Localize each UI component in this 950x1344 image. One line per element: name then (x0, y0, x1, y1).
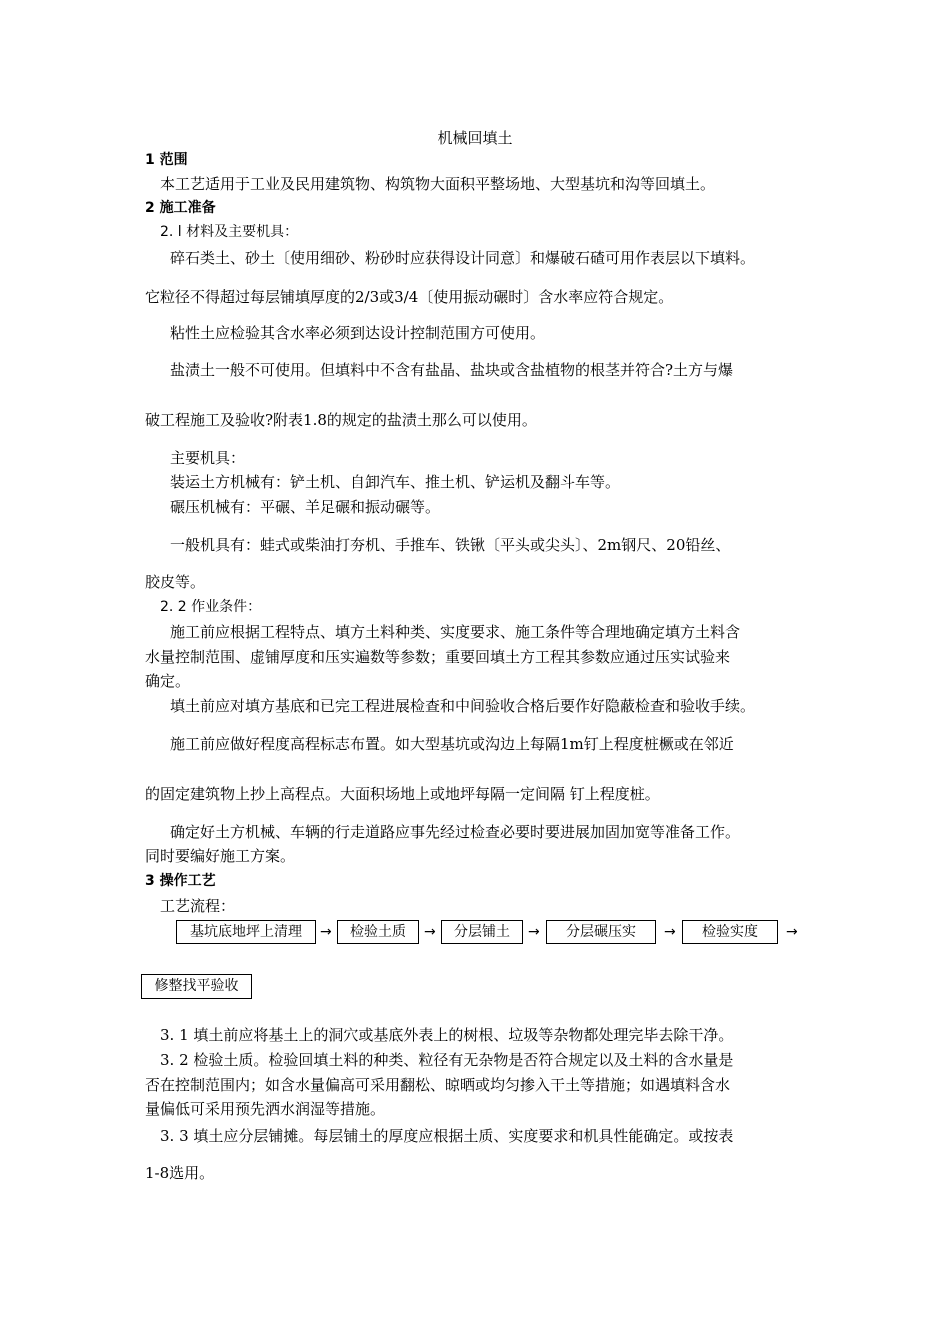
paragraph-line: 它粒径不得超过每层铺填厚度的2/3或3/4〔使用振动碾时〕含水率应符合规定。 (145, 288, 674, 306)
paragraph-line: 施工前应做好程度高程标志布置。如大型基坑或沟边上每隔1m钉上程度桩橛或在邻近 (170, 735, 734, 753)
paragraph-line: 粘性土应检验其含水率必须到达设计控制范围方可使用。 (170, 324, 546, 342)
doc-title: 机械回填土 (437, 129, 513, 147)
tools-line: 胶皮等。 (145, 573, 206, 591)
section-1-paragraph: 本工艺适用于工业及民用建筑物、构筑物大面积平整场地、大型基坑和沟等回填土。 (160, 175, 716, 193)
paragraph-line: 的固定建筑物上抄上高程点。大面积场地上或地坪每隔一定间隔 钉上程度桩。 (145, 785, 660, 803)
paragraph-line: 确定好土方机械、车辆的行走道路应事先经过检查必要时要进展加固加宽等准备工作。 (170, 823, 741, 841)
flow-step-5: 检验实度 (682, 920, 778, 944)
paragraph-line: 盐渍土一般不可使用。但填料中不含有盐晶、盐块或含盐植物的根茎并符合?土方与爆 (170, 361, 734, 379)
paragraph-line: 碎石类土、砂土〔使用细砂、粉砂时应获得设计同意〕和爆破石碴可用作表层以下填料。 (170, 249, 756, 267)
flow-title: 工艺流程： (160, 897, 236, 915)
section-2-heading: 2 施工准备 (145, 200, 216, 216)
tools-line: 一般机具有：蛙式或柴油打夯机、手推车、铁锹〔平头或尖头〕、2m钢尺、20铅丝、 (170, 536, 731, 554)
paragraph-line: 量偏低可采用预先洒水润湿等措施。 (145, 1100, 386, 1118)
paragraph-line: 3. 2 检验土质。检验回填土料的种类、粒径有无杂物是否符合规定以及土料的含水量是 (160, 1051, 734, 1069)
paragraph-line: 否在控制范围内；如含水量偏高可采用翻松、晾晒或均匀掺入干土等措施；如遇填料含水 (145, 1076, 731, 1094)
paragraph-line: 施工前应根据工程特点、填方土料种类、实度要求、施工条件等合理地确定填方土料含 (170, 623, 741, 641)
paragraph-line: 确定。 (145, 672, 191, 690)
flow-arrow-3: → (528, 924, 540, 940)
flow-step-6: 修整找平验收 (141, 974, 252, 999)
paragraph-line: 3. 1 填土前应将基土上的洞穴或基底外表上的树根、垃圾等杂物都处理完毕去除干净。 (160, 1026, 734, 1044)
section-2-2-heading: 2. 2 作业条件： (160, 599, 262, 615)
section-3-heading: 3 操作工艺 (145, 873, 216, 889)
flow-step-2: 检验土质 (337, 920, 419, 944)
tools-title: 主要机具： (170, 449, 246, 467)
section-2-1-heading: 2. l 材料及主要机具： (160, 224, 299, 240)
tools-line: 装运土方机械有：铲土机、自卸汽车、推土机、铲运机及翻斗车等。 (170, 473, 621, 491)
flow-arrow-1: → (320, 924, 332, 940)
section-1-heading: 1 范围 (145, 152, 188, 168)
paragraph-line: 填土前应对填方基底和已完工程进展检查和中间验收合格后要作好隐蔽检查和验收手续。 (170, 697, 756, 715)
flow-arrow-2: → (424, 924, 436, 940)
paragraph-line: 3. 3 填土应分层铺摊。每层铺土的厚度应根据土质、实度要求和机具性能确定。或按表 (160, 1127, 734, 1145)
flow-step-4: 分层碾压实 (546, 920, 656, 944)
flow-arrow-4: → (664, 924, 676, 940)
flow-arrow-5: → (786, 924, 798, 940)
paragraph-line: 同时要编好施工方案。 (145, 847, 296, 865)
flow-step-1: 基坑底地坪上清理 (176, 920, 316, 944)
paragraph-line: 水量控制范围、虚铺厚度和压实遍数等参数；重要回填土方工程其参数应通过压实试验来 (145, 648, 731, 666)
tools-line: 碾压机械有：平碾、羊足碾和振动碾等。 (170, 498, 441, 516)
paragraph-line: 1-8选用。 (145, 1164, 215, 1182)
flow-step-3: 分层铺土 (441, 920, 523, 944)
paragraph-line: 破工程施工及验收?附表1.8的规定的盐渍土那么可以使用。 (145, 411, 537, 429)
